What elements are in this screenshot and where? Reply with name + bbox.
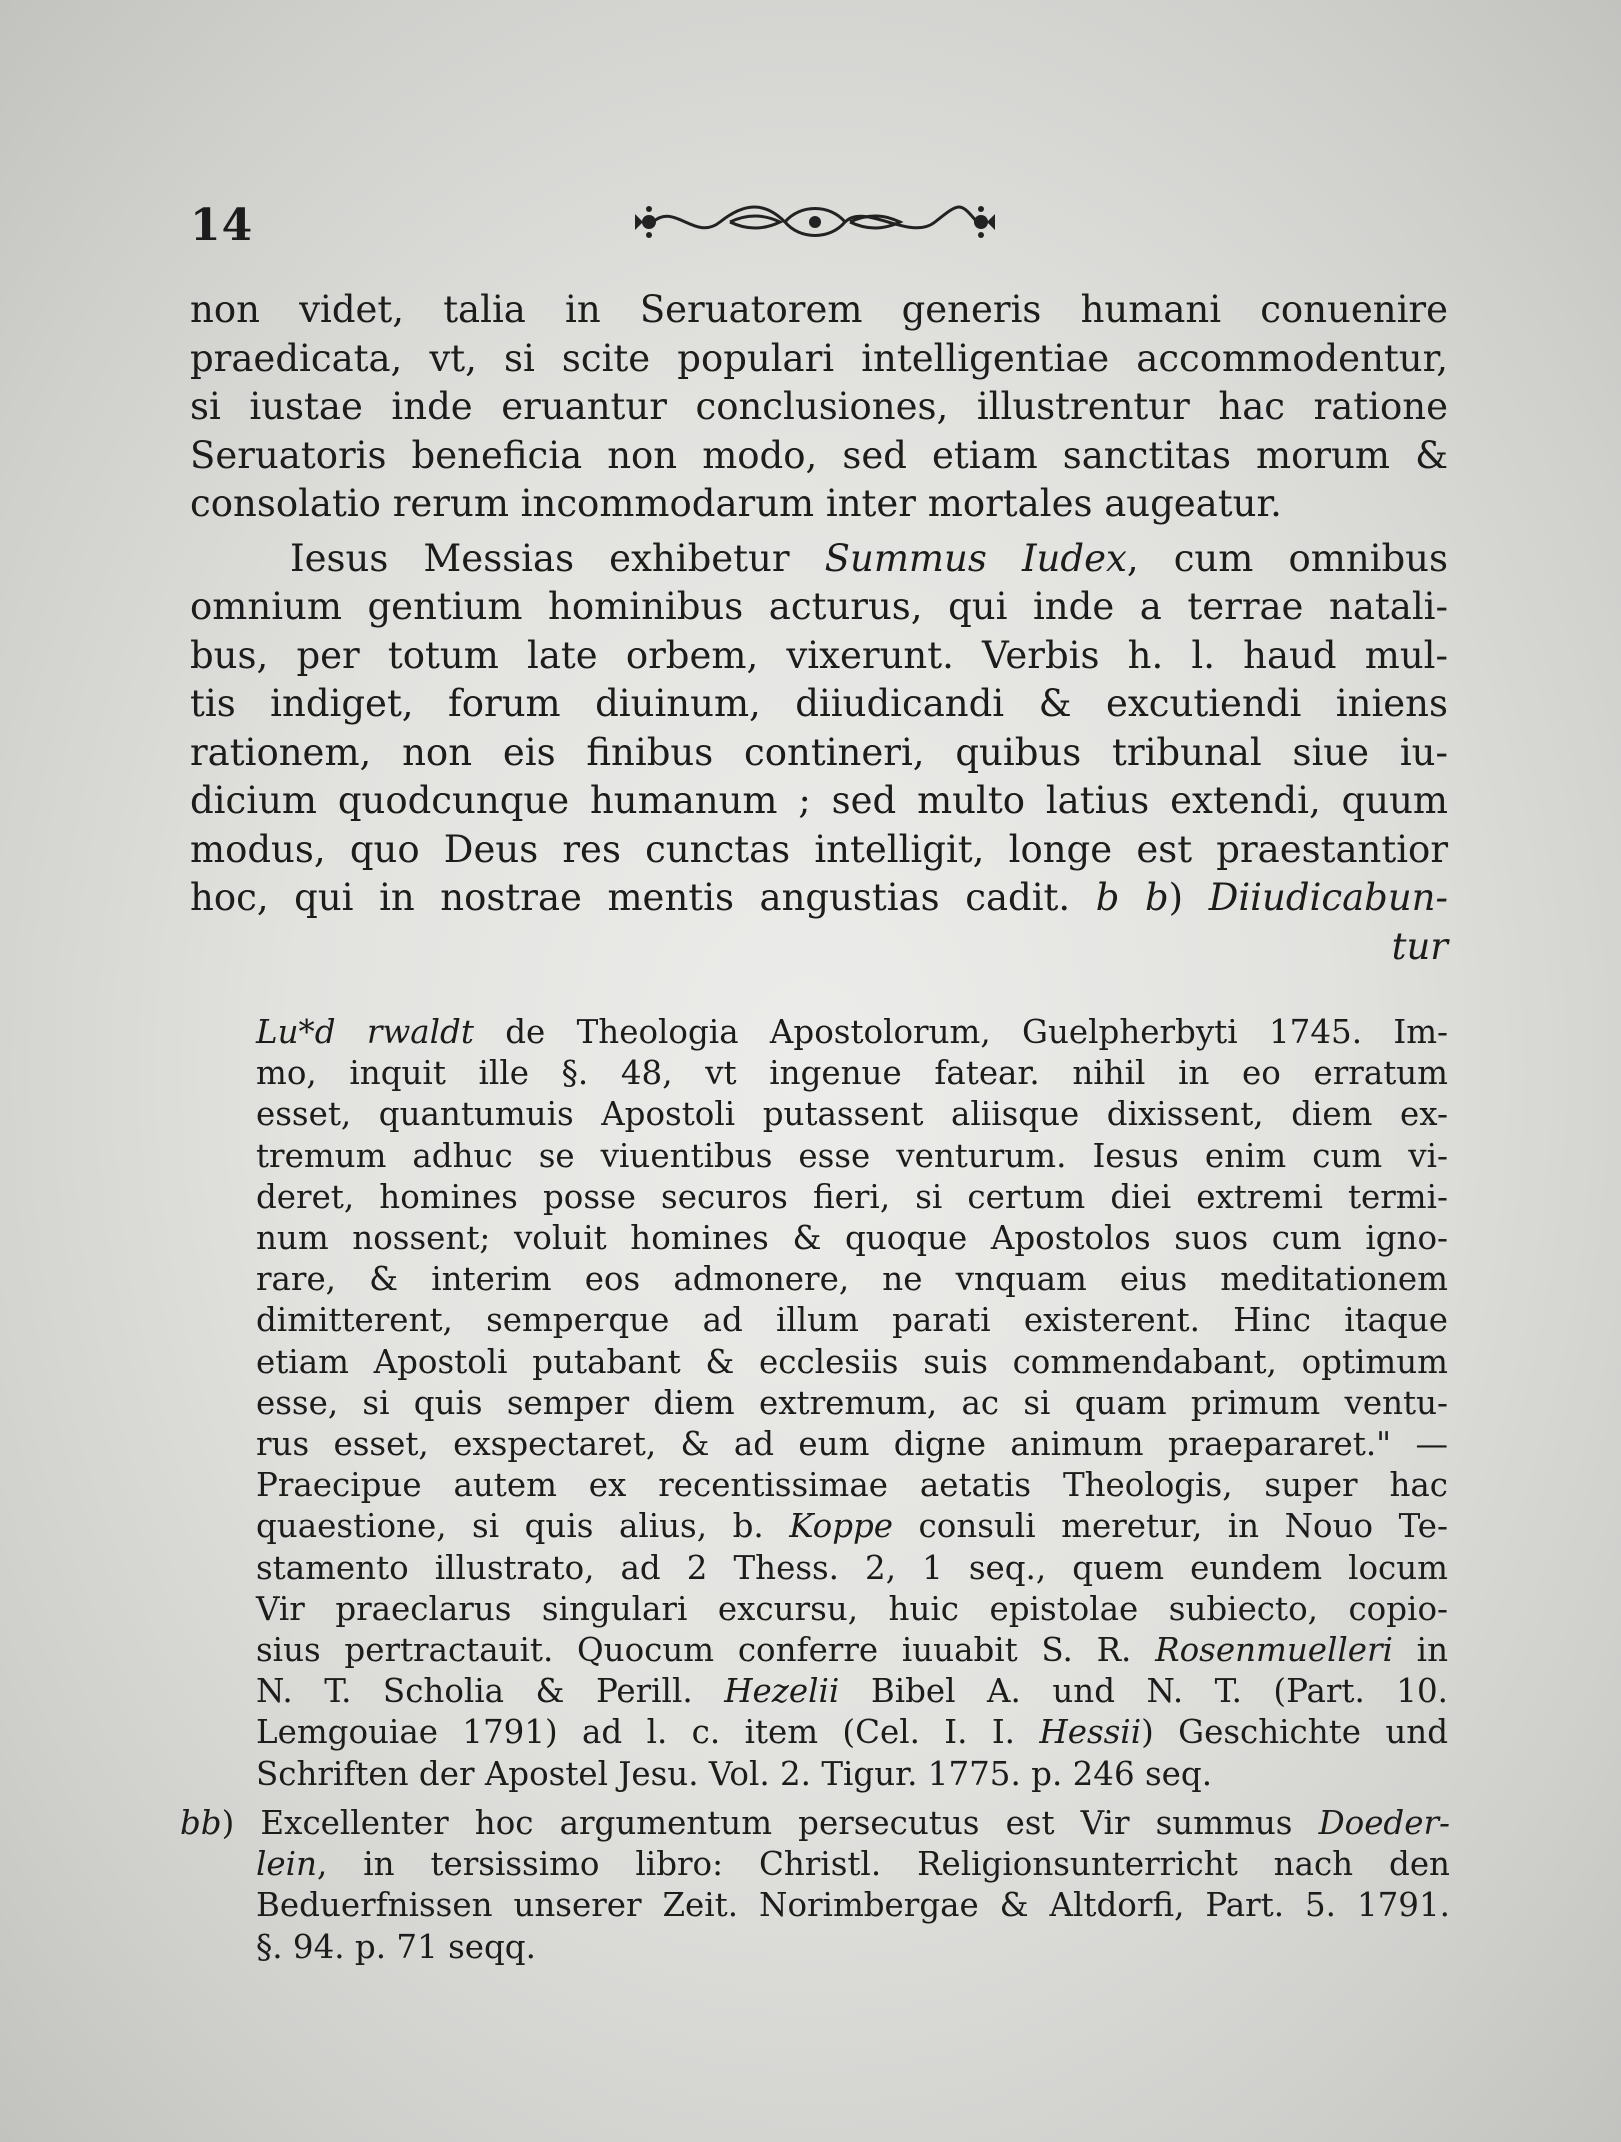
text-run: Bibel A. und N. T. (Part. 10. <box>839 1672 1448 1711</box>
text-run: Lemgouiae 1791) ad l. c. item (Cel. I. I. <box>256 1713 1040 1752</box>
italic-term: Summus Iudex <box>824 536 1127 580</box>
text-run: sius pertractauit. Quocum conferre iuuabit S. R. <box>256 1631 1156 1670</box>
author-name: Lu*d rwaldt <box>256 1013 474 1051</box>
text-run: , cum omnibus <box>1126 536 1448 580</box>
text-run: ) Geschichte und <box>1141 1713 1449 1752</box>
footnote-line <box>256 1506 1448 1547</box>
text-run: Iesus Messias exhibetur <box>290 536 825 580</box>
catchword-text: tur <box>1391 924 1448 968</box>
author-name: Hessii <box>1039 1713 1142 1752</box>
footnote-line: Praecipue autem ex recentissimae aetatis Theologis, super hac <box>256 1466 1448 1505</box>
footnote-line <box>180 1803 1450 1844</box>
footnote-line: §. 94. p. 71 seqq. <box>256 1927 536 1966</box>
text-line: modus, quo Deus res cunctas intelligit, longe est praestantior <box>190 827 1448 871</box>
text-line: rationem, non eis finibus contineri, quibus tribunal siue iu- <box>190 730 1448 774</box>
text-line <box>190 874 1448 923</box>
footnote-line <box>256 1012 1448 1053</box>
catchword <box>190 923 1448 972</box>
footnote-line: Schriften der Apostel Jesu. Vol. 2. Tigur. 1775. p. 246 seq. <box>256 1754 1213 1793</box>
text-line: praedicata, vt, si scite populari intelligentiae accommodentur, <box>190 336 1448 380</box>
main-text <box>190 286 1448 971</box>
footnote-line: stamento illustrato, ad 2 Thess. 2, 1 seq., quem eundem locum <box>256 1548 1448 1587</box>
text-run: quaestione, si quis alius, b. <box>256 1507 790 1546</box>
text-run: , in tersissimo libro: Christl. Religionsunterricht nach den <box>316 1845 1450 1884</box>
page-number: 14 <box>190 200 254 251</box>
footnote-marker: bb <box>180 1804 222 1842</box>
text-line: tis indiget, forum diuinum, diiudicandi & excutiendi iniens <box>190 682 1448 725</box>
text-run: consuli meretur, in Nouo Te- <box>893 1507 1448 1546</box>
text-line: consolatio rerum incommodarum inter mortales augeatur. <box>190 482 1282 525</box>
footnote-line: dimitterent, semperque ad illum parati existerent. Hinc itaque <box>256 1301 1448 1340</box>
text-line <box>190 535 1448 584</box>
footnote-line: etiam Apostoli putabant & ecclesiis suis commendabant, optimum <box>256 1342 1448 1381</box>
text-line: Seruatoris beneficia non modo, sed etiam sanctitas morum & <box>190 433 1448 477</box>
text-line: omnium gentium hominibus acturus, qui inde a terrae natali- <box>190 585 1448 628</box>
footnote-bb <box>180 1803 1450 1968</box>
text-line: bus, per totum late orbem, vixerunt. Verbis h. l. haud mul- <box>190 633 1448 677</box>
text-line: si iustae inde eruantur conclusiones, illustrentur hac ratione <box>190 385 1448 428</box>
text-run: ) <box>221 1804 235 1842</box>
footnote-a <box>256 1012 1448 1795</box>
text-run: hoc, qui in nostrae mentis angustias cadit. <box>190 876 1096 919</box>
footnote-line <box>256 1671 1448 1712</box>
footnote-line: esse, si quis semper diem extremum, ac si quam primum ventu- <box>256 1383 1448 1422</box>
text-run: de Theologia Apostolorum, Guelpherbyti 1745. Im- <box>473 1013 1449 1051</box>
footnote-line: Beduerfnissen unserer Zeit. Norimbergae & Altdorfi, Part. 5. 1791. <box>256 1886 1450 1925</box>
author-name: Rosenmuelleri <box>1155 1631 1393 1670</box>
footnote-line: rare, & interim eos admonere, ne vnquam eius meditationem <box>256 1260 1448 1299</box>
text-run: ) <box>1168 876 1209 919</box>
footnote-line: num nossent; voluit homines & quoque Apostolos suos cum igno- <box>256 1219 1448 1258</box>
footnote-line: rus esset, exspectaret, & ad eum digne animum praepararet." — <box>256 1425 1448 1464</box>
italic-term: Diiudicabun- <box>1208 876 1448 919</box>
footnote-reference: b b <box>1095 876 1169 919</box>
footnote-line <box>256 1630 1448 1671</box>
author-name: lein <box>256 1845 317 1884</box>
text-line: non videt, talia in Seruatorem generis humani conuenire <box>190 288 1448 331</box>
footnote-line: deret, homines posse securos fieri, si certum diei extremi termi- <box>256 1177 1448 1216</box>
footnote-line <box>256 1712 1448 1753</box>
text-run: in <box>1392 1631 1448 1670</box>
author-name: Hezelii <box>724 1672 840 1711</box>
text-line: dicium quodcunque humanum ; sed multo latius extendi, quum <box>190 779 1448 822</box>
footnote-line: Vir praeclarus singulari excursu, huic epistolae subiecto, copio- <box>256 1589 1448 1628</box>
page-header <box>190 192 1450 262</box>
decorative-scroll-ornament-icon <box>635 192 995 252</box>
text-run: N. T. Scholia & Perill. <box>256 1672 725 1711</box>
footnote-line: tremum adhuc se viuentibus esse venturum. Iesus enim cum vi- <box>256 1136 1448 1175</box>
footnote-line <box>180 1844 1450 1885</box>
footnote-line: esset, quantumuis Apostoli putassent aliisque dixissent, diem ex- <box>256 1095 1448 1134</box>
text-run: Excellenter hoc argumentum persecutus est Vir summus <box>234 1804 1319 1842</box>
author-name: Doeder- <box>1318 1804 1450 1842</box>
footnote-line: mo, inquit ille §. 48, vt ingenue fatear. nihil in eo erratum <box>256 1054 1448 1093</box>
author-name: Koppe <box>789 1507 894 1546</box>
